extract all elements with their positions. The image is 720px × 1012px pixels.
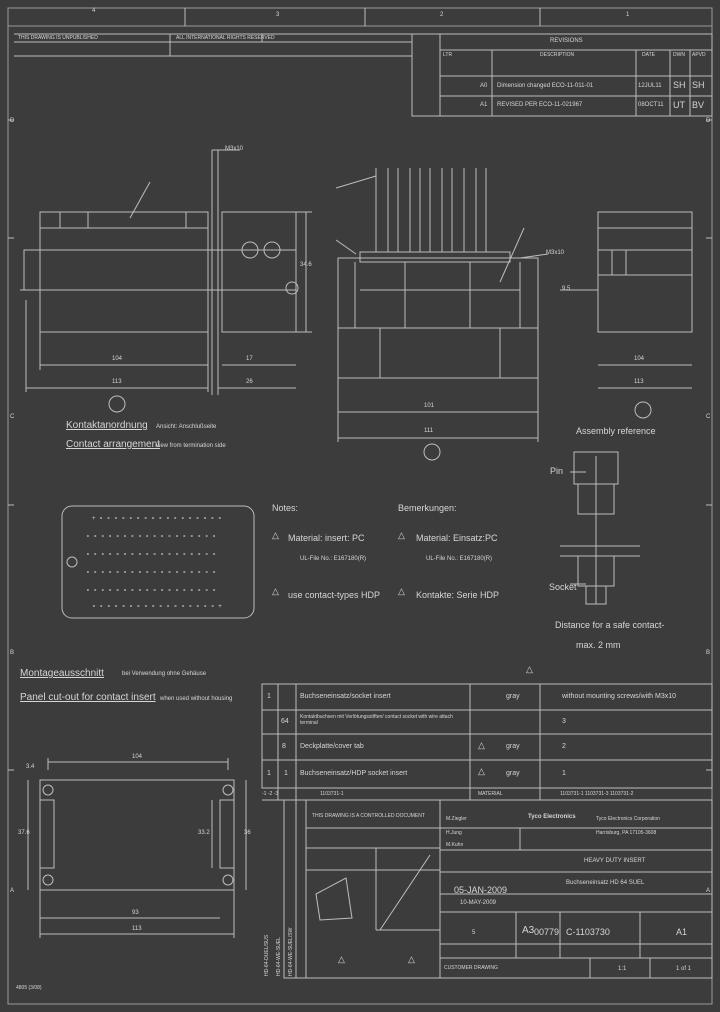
dim-113-ref: 113 [634, 379, 644, 385]
drawing-name-2: Buchseneinsatz HD 64 SUEL [566, 880, 645, 886]
note1-de-file: UL-File No.: E167180(R) [426, 556, 493, 562]
pin-label: Pin [550, 466, 564, 476]
part-number-2: HD-64-WE-SUEL [276, 937, 282, 976]
bom-row-4-qty: 1 [267, 770, 271, 777]
bom-footer-left: -1 -2 -3 [262, 791, 279, 797]
rev-row-2-date: 08OCT11 [638, 102, 664, 108]
bom-row-2-desc: Kontaktbuchsen mit Verlötungsstiften/ contact socket with wire attach terminal [300, 714, 453, 726]
rev-row-1-apvd: SH [692, 80, 705, 90]
zone-number-2: 2 [440, 12, 444, 18]
company-logo-text: Tyco Electronics [528, 814, 576, 820]
drawing-number: C-1103730 [566, 927, 610, 937]
bom-row-3-material: gray [506, 743, 520, 750]
bom-footer-desc: 1103731-1 1103731-3 1103731-2 [560, 791, 634, 797]
notes-title: Notes: [272, 503, 299, 513]
note1-en: Material: insert: PC [288, 533, 365, 543]
scale-value: 1:1 [618, 966, 627, 972]
panel-dim-b2: 113 [132, 926, 142, 932]
dim-111: 111 [424, 428, 434, 434]
contact-row-6: ∘ ∘ ∘ ∘ ∘ ∘ ∘ ∘ ∘ ∘ ∘ ∘ ∘ ∘ ∘ ∘ ∘ + [92, 604, 223, 610]
contact-row-3: ∘ ∘ ∘ ∘ ∘ ∘ ∘ ∘ ∘ ∘ ∘ ∘ ∘ ∘ ∘ ∘ ∘ ∘ [86, 552, 217, 558]
panel-dim-b1: 93 [132, 910, 139, 916]
distance-note-line1: Distance for a safe contact- [555, 620, 665, 630]
assembly-reference: Assembly reference [576, 426, 656, 436]
contact-arrangement-de: Kontaktanordnung [66, 420, 148, 431]
dim-113: 113 [112, 379, 122, 385]
title-block-icon-2: △ [408, 954, 415, 964]
rev-col-apvd: APVD [692, 52, 706, 58]
zone-letter-b-right: B [706, 650, 711, 656]
rev-row-2-dwn: UT [673, 100, 685, 110]
panel-dim-left: 37.6 [18, 830, 30, 836]
contact-row-1: + ∘ ∘ ∘ ∘ ∘ ∘ ∘ ∘ ∘ ∘ ∘ ∘ ∘ ∘ ∘ ∘ ∘ [92, 516, 223, 522]
rev-row-1-date: 12JUL11 [638, 83, 662, 89]
bom-row-2-note: 3 [562, 718, 566, 725]
zone-letter-b: B [10, 650, 15, 656]
dim-104-ref: 104 [634, 356, 645, 362]
bom-row-3-note: 2 [562, 743, 566, 750]
bom-row-3-desc: Deckplatte/cover tab [300, 743, 364, 750]
panel-title-de-suffix: bei Verwendung ohne Gehäuse [122, 671, 207, 677]
top-strip-mid: ALL INTERNATIONAL RIGHTS RESERVED [176, 35, 275, 41]
revisions-title: REVISIONS [550, 38, 583, 44]
cage-code: 00779 [534, 927, 560, 937]
dim-34-6: 34.6 [300, 262, 312, 268]
chk-name: H.Jung [446, 830, 462, 836]
warning-icon-4: △ [398, 586, 405, 596]
contact-arrangement-en: Contact arrangement [66, 439, 160, 450]
dim-101: 101 [424, 403, 435, 409]
view-de: Ansicht: Anschlußseite [156, 424, 217, 430]
drawing-name-1: HEAVY DUTY INSERT [584, 858, 646, 864]
rev-row-1-ltr: A0 [480, 83, 488, 89]
rev-col-dwn: DWN [673, 52, 685, 58]
bom-row-4-pos: 1 [284, 770, 288, 777]
bom-row-1-note: without mounting screws/with M3x10 [562, 693, 676, 700]
panel-dim-inner: 33.2 [198, 830, 210, 836]
dim-17: 17 [246, 356, 253, 362]
zone-number-1: 1 [626, 12, 630, 18]
part-number-3: HD-64-WE-SUEL/SW [288, 927, 294, 976]
zone-letter-d: D [10, 118, 15, 124]
dim-104: 104 [112, 356, 123, 362]
doc-ref: 4805 (3/08) [16, 985, 42, 991]
note1-en-file: UL-File No.: E167180(R) [300, 556, 367, 562]
rev-col-date: DATE [642, 52, 655, 58]
note2-en: use contact-types HDP [288, 590, 381, 600]
panel-title-en-suffix: when used without housing [160, 696, 233, 702]
dim-m3x10: M3x10 [225, 146, 244, 152]
note2-de: Kontakte: Serie HDP [416, 590, 500, 600]
contact-row-2: ∘ ∘ ∘ ∘ ∘ ∘ ∘ ∘ ∘ ∘ ∘ ∘ ∘ ∘ ∘ ∘ ∘ ∘ [86, 534, 217, 540]
bom-row-3-pos: 8 [282, 743, 286, 750]
title-block-icon-1: △ [338, 954, 345, 964]
date-1: 05-JAN-2009 [454, 885, 508, 895]
bom-row-4-desc: Buchseneinsatz/HDP socket insert [300, 770, 408, 777]
panel-title-en: Panel cut-out for contact insert [20, 692, 156, 703]
bom-row-4-icon: △ [478, 766, 485, 776]
zone-letter-d-right: D [706, 118, 711, 124]
panel-dim-right: 36 [244, 830, 251, 836]
bom-row-4-note: 1 [562, 770, 566, 777]
bom-row-1-desc: Buchseneinsatz/socket insert [300, 693, 391, 700]
part-number-1: HD-64-DUEL/SUS [264, 934, 270, 976]
rev-row-2-apvd: BV [692, 100, 705, 110]
dim-9-5: 9.5 [562, 286, 571, 292]
customer-drawing: CUSTOMER DRAWING [444, 965, 498, 971]
appr-name: M.Kuhn [446, 842, 464, 848]
contact-row-4: ∘ ∘ ∘ ∘ ∘ ∘ ∘ ∘ ∘ ∘ ∘ ∘ ∘ ∘ ∘ ∘ ∘ ∘ [86, 570, 217, 576]
bom-row-3-icon: △ [478, 740, 485, 750]
zone-letter-c-right: C [706, 414, 711, 420]
bom-row-2-pos: 64 [281, 718, 289, 725]
company-addr-1: Tyco Electronics Corporation [596, 816, 660, 822]
zone-number-4: 4 [92, 8, 96, 14]
bom-row-1-material: gray [506, 693, 520, 700]
zone-letter-a: A [10, 888, 15, 894]
company-addr-2: Harrisburg, PA 17105-3608 [596, 830, 657, 836]
contact-row-5: ∘ ∘ ∘ ∘ ∘ ∘ ∘ ∘ ∘ ∘ ∘ ∘ ∘ ∘ ∘ ∘ ∘ ∘ [86, 588, 217, 594]
bom-footer-pn: 1103731-1 [320, 791, 344, 797]
rev-row-2-desc: REVISED PER ECO-11-021967 [497, 102, 583, 108]
rev-row-1-dwn: SH [673, 80, 686, 90]
scale: 5 [472, 930, 476, 936]
size: A3 [522, 925, 535, 936]
rev-row-1-desc: Dimension changed ECO-11-011-01 [497, 83, 594, 89]
panel-title-de: Montageausschnitt [20, 668, 104, 679]
dim-26: 26 [246, 379, 253, 385]
rev-col-ltr: LTR [443, 52, 453, 58]
socket-label: Socket [549, 582, 577, 592]
bom-row-1-qty: 1 [267, 693, 271, 700]
bom-header-mark: △ [526, 664, 533, 674]
zone-number-3: 3 [276, 12, 280, 18]
bom-row-4-material: gray [506, 770, 520, 777]
top-strip-left: THIS DRAWING IS UNPUBLISHED [18, 35, 98, 41]
bemerkungen-title: Bemerkungen: [398, 503, 457, 513]
note1-de: Material: Einsatz:PC [416, 533, 498, 543]
rev-letter: A1 [676, 927, 688, 937]
zone-letter-a-right: A [706, 888, 711, 894]
warning-icon-2: △ [272, 586, 279, 596]
sheet: 1 of 1 [676, 966, 692, 972]
warning-icon-3: △ [398, 530, 405, 540]
dim-m3x10-front: M3x10 [546, 250, 565, 256]
warning-icon-1: △ [272, 530, 279, 540]
date-2: 10-MAY-2009 [460, 900, 497, 906]
rev-row-2-ltr: A1 [480, 102, 488, 108]
bom-footer-material: MATERIAL [478, 791, 503, 797]
controlled-document: THIS DRAWING IS A CONTROLLED DOCUMENT [312, 813, 425, 819]
rev-col-description: DESCRIPTION [540, 52, 575, 58]
panel-dim-top: 104 [132, 754, 143, 760]
distance-note-line2: max. 2 mm [576, 640, 621, 650]
panel-dim-hole: 3.4 [26, 764, 35, 770]
zone-letter-c: C [10, 414, 15, 420]
dwn-name: M.Ziegler [446, 816, 467, 822]
view-en: view from termination side [156, 443, 226, 449]
